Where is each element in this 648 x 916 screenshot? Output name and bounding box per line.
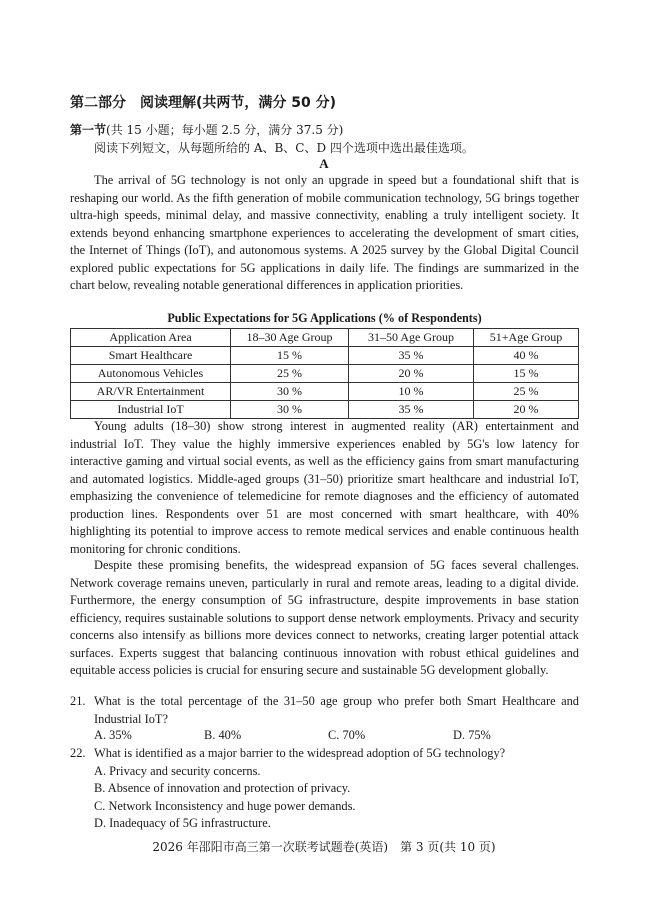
passage-paragraph-2 — [70, 418, 579, 558]
data-table — [70, 328, 579, 419]
option-d[interactable]: D. 75% — [453, 728, 491, 742]
section-title: 第二部分 阅读理解(共两节，满分 50 分) — [70, 95, 337, 111]
table-row — [71, 365, 579, 383]
instruction-text: 阅读下列短文，从每题所给的 A、B、C、D 四个选项中选出最佳选项。 — [94, 141, 474, 155]
table-cell: 35 % — [349, 401, 474, 419]
question-22-options — [94, 763, 356, 832]
table-cell: 15 % — [231, 347, 349, 365]
table-cell: 25 % — [474, 383, 579, 401]
subsection-rest: (共 15 小题；每小题 2.5 分，满分 37.5 分) — [106, 123, 344, 137]
passage-paragraph-1 — [70, 172, 579, 295]
table-cell: 20 % — [474, 401, 579, 419]
question-number: 21. — [70, 694, 86, 708]
option-c[interactable]: C. Network Inconsistency and huge power demands. — [94, 798, 356, 813]
passage-letter: A — [319, 156, 329, 171]
option-b[interactable]: B. Absence of innovation and protection of privacy. — [94, 781, 351, 796]
table-title: Public Expectations for 5G Applications (% of Respondents) — [167, 311, 482, 325]
option-d[interactable]: D. Inadequacy of 5G infrastructure. — [94, 815, 271, 830]
page-footer: 2026 年邵阳市高三第一次联考试题卷(英语) 第 3 页(共 10 页) — [152, 840, 496, 854]
table-header-cell: Application Area — [71, 329, 231, 347]
table-row — [71, 347, 579, 365]
question-22 — [70, 745, 579, 763]
table-cell: Autonomous Vehicles — [71, 365, 231, 383]
paragraph-text: The arrival of 5G technology is not only an upgrade in speed but a foundational shift that is reshaping our world. As the fifth generation of mobile communication technology, 5G brings together ultra-high speeds, minimal delay, and massive connectivity, enabling a truly intelligent society. It extends beyond enhancing smartphone experiences to accelerating the development of smart cities, the Internet of Things (IoT), and autonomous systems. A 2025 survey by the Global Digital Council explored public expectations for 5G applications in daily life. The findings are summarized in the chart below, revealing notable generational differences in application priorities. — [70, 173, 579, 292]
option-a[interactable]: A. 35% — [94, 728, 132, 742]
table-row — [71, 383, 579, 401]
paragraph-text: Despite these promising benefits, the widespread expansion of 5G faces several challenges. Network coverage remains uneven, particularly in rural and remote areas, leading to a digital divide. Furthermore, the energy consumption of 5G infrastructure, despite improvements in base station efficiency, requires sustainable solutions to support dense network employments. Privacy and security concerns also intensify as billions more devices connect to networks, creating larger potential attack surfaces. Experts suggest that balancing continuous innovation with robust ethical guidelines and equitable access policies is crucial for ensuring secure and sustainable 5G development globally. — [70, 558, 579, 677]
subsection-head: 第一节 — [70, 123, 107, 137]
table-header-cell: 51+Age Group — [474, 329, 579, 347]
option-a[interactable]: A. Privacy and security concerns. — [94, 764, 261, 778]
question-21-options — [94, 728, 491, 743]
table-cell: 35 % — [349, 347, 474, 365]
subsection-title — [70, 121, 343, 138]
table-cell: 40 % — [474, 347, 579, 365]
table-cell: Smart Healthcare — [71, 347, 231, 365]
question-21 — [70, 693, 579, 728]
table-cell: 20 % — [349, 365, 474, 383]
table-cell: AR/VR Entertainment — [71, 383, 231, 401]
table-cell: 30 % — [231, 401, 349, 419]
table-cell: Industrial IoT — [71, 401, 231, 419]
table-header-cell: 18–30 Age Group — [231, 329, 349, 347]
table-row — [71, 401, 579, 419]
question-number: 22. — [70, 746, 86, 760]
table-cell: 15 % — [474, 365, 579, 383]
passage-paragraph-3 — [70, 557, 579, 680]
option-b[interactable]: B. 40% — [204, 728, 242, 742]
table-header-cell: 31–50 Age Group — [349, 329, 474, 347]
table-header-row — [71, 329, 579, 347]
question-text: What is the total percentage of the 31–50 age group who prefer both Smart Healthcare and Industrial IoT? — [94, 694, 579, 726]
table-cell: 25 % — [231, 365, 349, 383]
question-text: What is identified as a major barrier to the widespread adoption of 5G technology? — [94, 746, 506, 760]
paragraph-text: Young adults (18–30) show strong interest in augmented reality (AR) entertainment and industrial IoT. They value the highly immersive experiences enabled by 5G's low latency for interactive gaming and virtual social events, as well as the efficiency gains from smart manufacturing and automated logistics. Middle-aged groups (31–50) prioritize smart healthcare and industrial IoT, emphasizing the convenience of telemedicine for remote diagnoses and the efficiency of automated production lines. Respondents over 51 are most concerned with smart healthcare, with 40% highlighting its potential to improve access to remote medical services and enable continuous health monitoring for chronic conditions. — [70, 419, 579, 556]
table-cell: 30 % — [231, 383, 349, 401]
option-c[interactable]: C. 70% — [328, 728, 366, 742]
table-cell: 10 % — [349, 383, 474, 401]
